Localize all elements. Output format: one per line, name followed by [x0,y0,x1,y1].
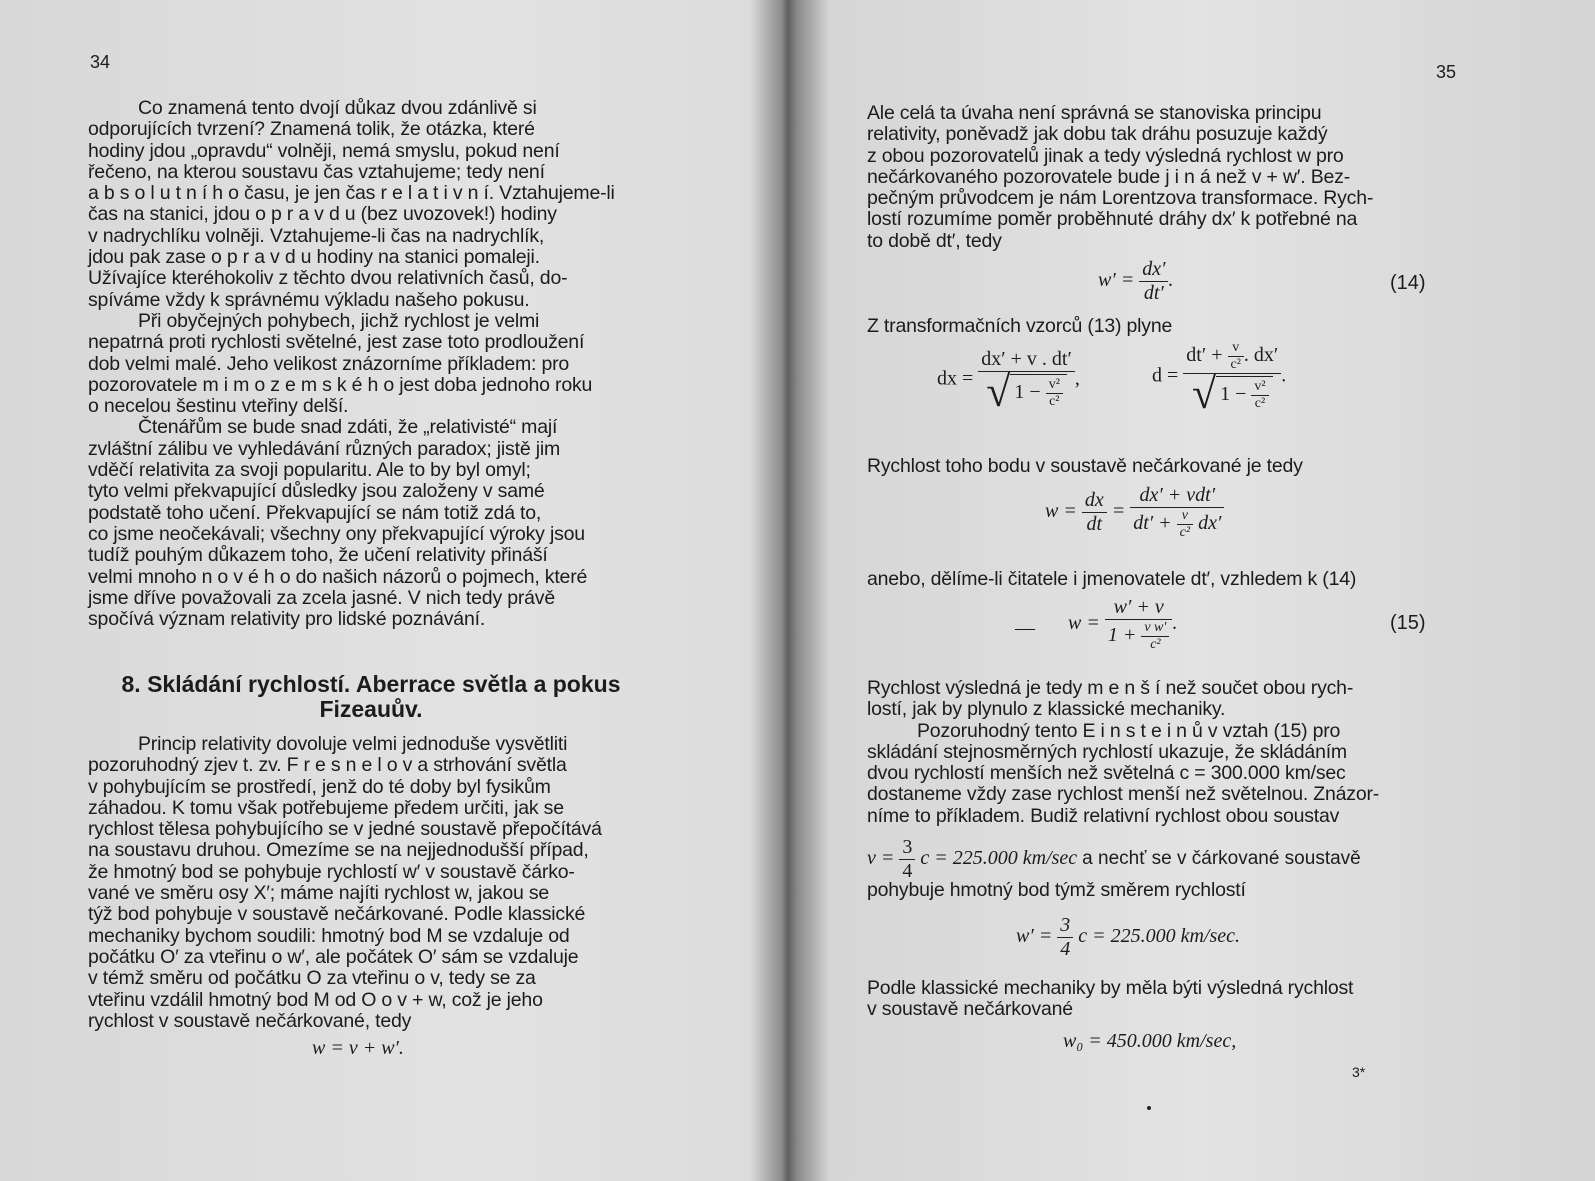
equation-number-14: (14) [1390,272,1426,294]
text-line: Z transformačních vzorců (13) plyne [867,315,1173,337]
signature-mark: 3* [1352,1064,1366,1080]
text-line: Rychlost výsledná je tedy m e n š í než součet obou rych- [867,677,1354,699]
text-line: to době dt′, tedy [867,229,1002,252]
right-page [780,0,1595,1181]
text-line: jdou pak zase o p r a v d u hodiny na stanici pomaleji. [88,246,540,269]
equation-v: v = $\frac{3}{4}$ c = 225.000 km/sec a nechť se v čárkované soustavě [867,836,1361,882]
text-line: anebo, dělíme-li čitatele i jmenovatele dt′, vzhledem k (14) [867,568,1357,590]
text-line: nepatrná proti rychlosti světelné, jest zase toto prodloužení [88,331,585,354]
text-line: Při obyčejných pohybech, jichž rychlost je velmi [138,309,540,332]
text-line: spíváme vždy k správnému výkladu našeho pokusu. [88,288,530,311]
text-line: dostaneme vždy zase rychlost menší než světelnou. Znázor- [867,783,1380,806]
text-line: Co znamená tento dvojí důkaz dvou zdánlivě si [138,97,537,119]
text-line: pohybuje hmotný bod týmž směrem rychlostí [867,879,1246,901]
text-line: záhadou. K tomu však potřebujeme předem určiti, jak se [88,796,564,819]
equation-w: w = $\frac{dx}{dt}$ = dx′ + vdt′ dt′ + $\frac{v}{\text{c²}}$ dx′ [1045,484,1224,541]
ink-speck [1147,1106,1151,1110]
text-line: pozoruhodný zjev t. zv. F r e s n e l o v a strhování světla [88,754,567,777]
text-line: rychlost tělesa pohybujícího se v jedné soustavě přepočítává [88,818,602,841]
equation-14: w′ = $\frac{dx'}{dt'}$ . [1098,258,1174,304]
text-line: Ale celá ta úvaha není správná se stanoviska principu [867,102,1322,124]
text-line: Rychlost toho bodu v soustavě nečárkované je tedy [867,455,1303,477]
equation-classical: w = v + w′. [312,1037,404,1059]
text-line: tudíž pouhým důkazem toho, že učení relativity přináší [88,544,548,567]
text-line: na soustavu druhou. Omezíme se na nejjednodušší případ, [88,839,589,862]
text-line: jsme dříve považovali za zcela jasné. V nich tedy právě [88,586,555,609]
text-line: podstatě toho učení. Překvapující se nám totiž zdá to, [88,501,542,524]
text-line: co jsme neočekávali; všechny ony překvapující výroky jsou [88,522,585,545]
page-number: 34 [90,52,111,72]
text-line: hodiny jdou „opravdu“ volněji, nemá smyslu, pokud není [88,139,560,162]
text-line: spočívá význam relativity pro lidské poznávání. [88,608,486,631]
paragraph-block-5 [867,978,1432,1021]
text-line: mechaniky bychom soudili: hmotný bod M se vzdaluje od [88,924,570,947]
text-line: Čtenářům se bude snad zdáti, že „relativisté“ mají [138,416,558,439]
text-line: velmi mnoho n o v é h o do našich názorů o pojmech, které [88,565,588,588]
text-line: pozorovatele m i m o z e m s k é h o jest doba jednoho roku [88,373,593,396]
paragraph-block-3 [867,103,1432,252]
text-line: Podle klassické mechaniky by měla býti výsledná rychlost [867,977,1354,999]
text-line: z obou pozorovatelů jinak a tedy výsledná rychlost w pro [867,144,1344,167]
text-line: řečeno, na kterou soustavu čas vztahujeme; tedy není [88,160,545,183]
text-line: čas na stanici, jdou o p r a v d u (bez uvozovek!) hodiny [88,203,557,226]
equation-15: w = w′ + v 1 + $\frac{\text{v w′}}{\text{c²}}$ . [1068,596,1178,652]
left-page [0,0,775,1181]
text-line: nečárkovaného pozorovatele bude j i n á než v + w′. Bez- [867,165,1350,188]
text-line: pečným průvodcem je nám Lorentzova transformace. Rych- [867,187,1374,210]
paragraph-block-4 [867,678,1432,827]
text-line: že hmotný bod se pohybuje rychlostí w′ v soustavě čárko- [88,860,575,883]
text-line: vteřinu vzdálil hmotný bod M od O o v + w, což je jeho [88,988,543,1011]
equation-w-prime: w′ = $\frac{3}{4}$ c = 225.000 km/sec. [1016,914,1241,960]
text-line: lostí, jak by plynulo z klassické mechaniky. [867,698,1226,721]
text-line: v nadrychlíku volněji. Vztahujeme-li čas na nadrychlík, [88,224,545,247]
text-line: v pohybujícím se prostředí, jenž do té doby byl fysikům [88,775,551,798]
text-line: Pozoruhodný tento E i n s t e i n ů v vztah (15) pro [917,719,1341,742]
text-line: rychlost v soustavě nečárkované, tedy [88,1009,412,1032]
equation-13-dt: d = dt′ + $\frac{v}{\text{c²}}$ . dx′ √ 1 − $\frac{\text{v²}}{\text{c²}}$ . [1152,340,1287,418]
text-line: tyto velmi překvapující důsledky jsou založeny v samé [88,480,545,503]
text-line: Užívajíce kteréhokoliv z těchto dvou relativních časů, do- [88,267,568,290]
text-line: týž bod pohybuje v soustavě nečárkované. Podle klassické [88,903,586,926]
text-line: níme to příkladem. Budiž relativní rychlost obou soustav [867,804,1340,827]
equation-13-dx: dx = dx′ + v . dt′ √ 1 − $\frac{\text{v²}}{\text{c²}}$ , [937,348,1080,416]
text-line: dvou rychlostí menších než světelná c = 300.000 km/sec [867,762,1346,785]
paragraph-block-1 [88,98,654,630]
text-line: vděčí relativita za svoji popularitu. Ale to by byl omyl; [88,459,531,482]
text-line: dob velmi malé. Jeho velikost znázorníme příkladem: pro [88,352,570,375]
equation-w0: w₀ = 450.000 km/sec, [1063,1030,1237,1052]
section-heading: 8. Skládání rychlostí. Aberrace světla a pokus Fizeauův. [121,671,621,722]
text-line: odporujících tvrzení? Znamená tolik, že otázka, které [88,118,535,141]
paragraph-block-2 [88,734,654,1032]
text-line: Princip relativity dovoluje velmi jednoduše vysvětliti [138,733,568,755]
text-line: vané ve směru osy X′; máme najíti rychlost w, jakou se [88,882,550,905]
text-line: o necelou šestinu vteřiny delší. [88,395,349,418]
text-line: lostí rozumíme poměr proběhnuté dráhy dx′ k potřebné na [867,208,1358,231]
page-number: 35 [1436,62,1457,82]
text-line: počátku O′ za vteřinu o w′, ale počátek O′ sám se vzdaluje [88,945,579,968]
text-line: relativity, poněvadž jak dobu tak dráhu posuzuje každý [867,123,1328,146]
equation-number-15: (15) [1390,612,1426,634]
equation-dash: — [1015,617,1035,639]
text-line: v soustavě nečárkované [867,998,1073,1021]
text-line: a b s o l u t n í h o času, je jen čas r e l a t i v n í. Vztahujeme-li [88,182,615,205]
text-line: zvláštní zálibu ve vyhledávání různých paradox; jistě jim [88,437,560,460]
text-line: skládání stejnosměrných rychlostí ukazuje, že skládáním [867,740,1347,763]
text-line: v témž směru od počátku O za vteřinu o v, tedy se za [88,967,536,990]
